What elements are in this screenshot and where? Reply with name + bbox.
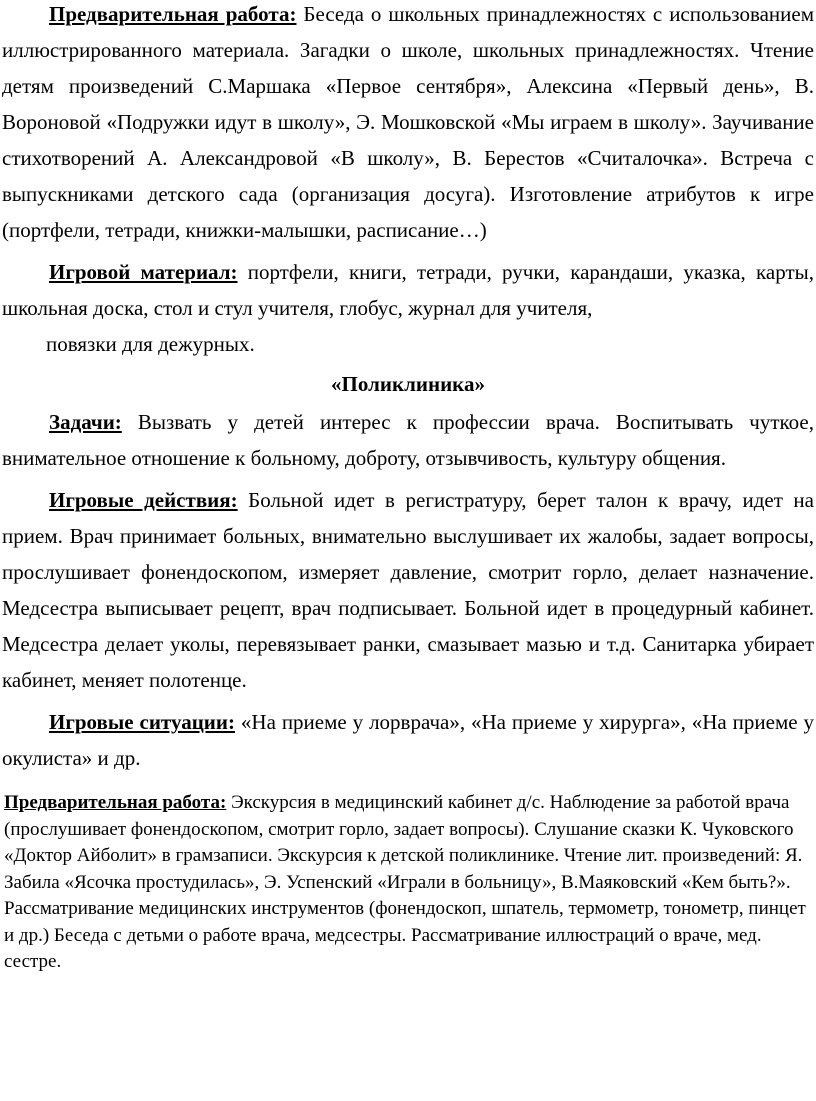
text-game-material-tail: повязки для дежурных. xyxy=(46,332,255,356)
label-game-actions: Игровые действия: xyxy=(49,488,238,512)
label-game-material: Игровой материал: xyxy=(49,260,238,284)
text-tasks: Вызвать у детей интерес к профессии врача. Воспитывать чуткое, внимательное отношение к больному, доброту, отзывчивость, культуру общения. xyxy=(2,410,814,470)
label-preliminary-work: Предварительная работа: xyxy=(49,2,297,26)
text-game-material: портфели, книги, тетради, ручки, карандаши, указка, карты, школьная доска, стол и стул учителя, глобус, журнал для учителя, xyxy=(2,260,814,320)
label-game-situations: Игровые ситуации: xyxy=(49,710,235,734)
text-game-situations: «На приеме у лорврача», «На приеме у хирурга», «На приеме у окулиста» и др. xyxy=(2,710,814,770)
label-preliminary-work-clinic: Предварительная работа: xyxy=(4,792,227,813)
label-tasks: Задачи: xyxy=(49,410,122,434)
paragraph-game-situations xyxy=(2,704,814,776)
text-preliminary-work-clinic: Экскурсия в медицинский кабинет д/с. Наблюдение за работой врача (прослушивает фонендоскопом, смотрит горло, задает вопросы). Слушание сказки К. Чуковского «Доктор Айболит» в грамзаписи. Экскурсия к детской поликлинике. Чтение лит. произведений: Я. Забила «Ясочка простудилась», Э. Успенский «Играли в больницу», В.Маяковский «Кем быть?». Рассматривание медицинских инструментов (фонендоскоп, шпатель, термометр, тонометр, пинцет и др.) Беседа с детьми о работе врача, медсестры. Рассматривание иллюстраций о враче, мед. сестре. xyxy=(4,792,806,972)
paragraph-preliminary-work-clinic xyxy=(2,790,814,976)
paragraph-game-actions xyxy=(2,482,814,698)
section-heading-polyclinic: «Поликлиника» xyxy=(331,372,485,396)
paragraph-tasks xyxy=(2,404,814,476)
paragraph-game-material xyxy=(2,254,814,326)
text-preliminary-work: Беседа о школьных принадлежностях с использованием иллюстрированного материала. Загадки о школе, школьных принадлежностях. Чтение детям произведений С.Маршака «Первое сентября», Алексина «Первый день», В. Вороновой «Подружки идут в школу», Э. Мошковской «Мы играем в школу». Заучивание стихотворений А. Александровой «В школу», В. Берестов «Считалочка». Встреча с выпускниками детского сада (организация досуга). Изготовление атрибутов к игре (портфели, тетради, книжки-малышки, расписание…) xyxy=(2,2,814,242)
paragraph-preliminary-work-school xyxy=(2,0,814,248)
text-game-actions: Больной идет в регистратуру, берет талон к врачу, идет на прием. Врач принимает больных, внимательно выслушивает их жалобы, задает вопросы, прослушивает фонендоскопом, измеряет давление, смотрит горло, делает назначение. Медсестра выписывает рецепт, врач подписывает. Больной идет в процедурный кабинет. Медсестра делает уколы, перевязывает ранки, смазывает мазью и т.д. Санитарка убирает кабинет, меняет полотенце. xyxy=(2,488,814,692)
